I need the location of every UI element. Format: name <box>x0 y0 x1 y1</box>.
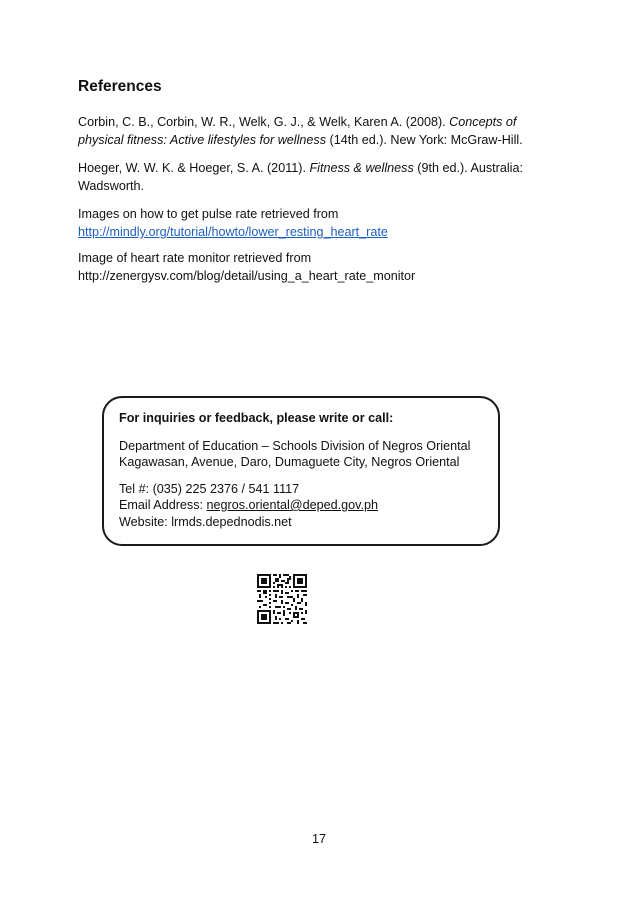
reference-publication: (14th ed.). New York: McGraw-Hill. <box>326 133 523 147</box>
references-heading: References <box>78 78 162 95</box>
reference-description: Image of heart rate monitor retrieved from <box>78 251 312 265</box>
email-link[interactable]: negros.oriental@deped.gov.ph <box>206 498 378 512</box>
reference-entry-hoeger <box>78 159 558 195</box>
reference-book-title: Concepts of physical fitness: Active lifestyles for wellness <box>78 115 517 147</box>
reference-entry-monitor-image <box>78 249 558 285</box>
telephone-numbers: Tel #: (035) 225 2376 / 541 1117 <box>119 481 300 496</box>
page-number: 17 <box>311 832 326 846</box>
reference-description: Images on how to get pulse rate retrieved from <box>78 207 339 221</box>
reference-link-mindly[interactable]: http://mindly.org/tutorial/howto/lower_resting_heart_rate <box>78 225 388 239</box>
reference-entry-corbin <box>78 113 558 149</box>
office-name: Department of Education – Schools Division of Negros Oriental <box>119 438 471 453</box>
reference-book-title: Fitness & wellness <box>309 161 414 175</box>
reference-authors: Corbin, C. B., Corbin, W. R., Welk, G. J., & Welk, Karen A. (2008). <box>78 115 450 129</box>
website-text: Website: lrmds.depednodis.net <box>119 514 292 529</box>
reference-entry-pulse-images <box>78 205 558 241</box>
email-label: Email Address: <box>119 498 207 512</box>
contact-title: For inquiries or feedback, please write or call: <box>119 411 394 425</box>
reference-publication: (9th ed.). Australia: Wadsworth. <box>78 161 523 193</box>
office-address <box>119 438 470 471</box>
reference-authors: Hoeger, W. W. K. & Hoeger, S. A. (2011). <box>78 161 310 175</box>
qr-code-icon <box>257 574 307 624</box>
contact-details <box>119 481 470 531</box>
reference-url-zenergysv: http://zenergysv.com/blog/detail/using_a_heart_rate_monitor <box>78 269 416 283</box>
contact-info-box <box>102 396 500 546</box>
office-street-address: Kagawasan, Avenue, Daro, Dumaguete City, Negros Oriental <box>119 455 460 469</box>
